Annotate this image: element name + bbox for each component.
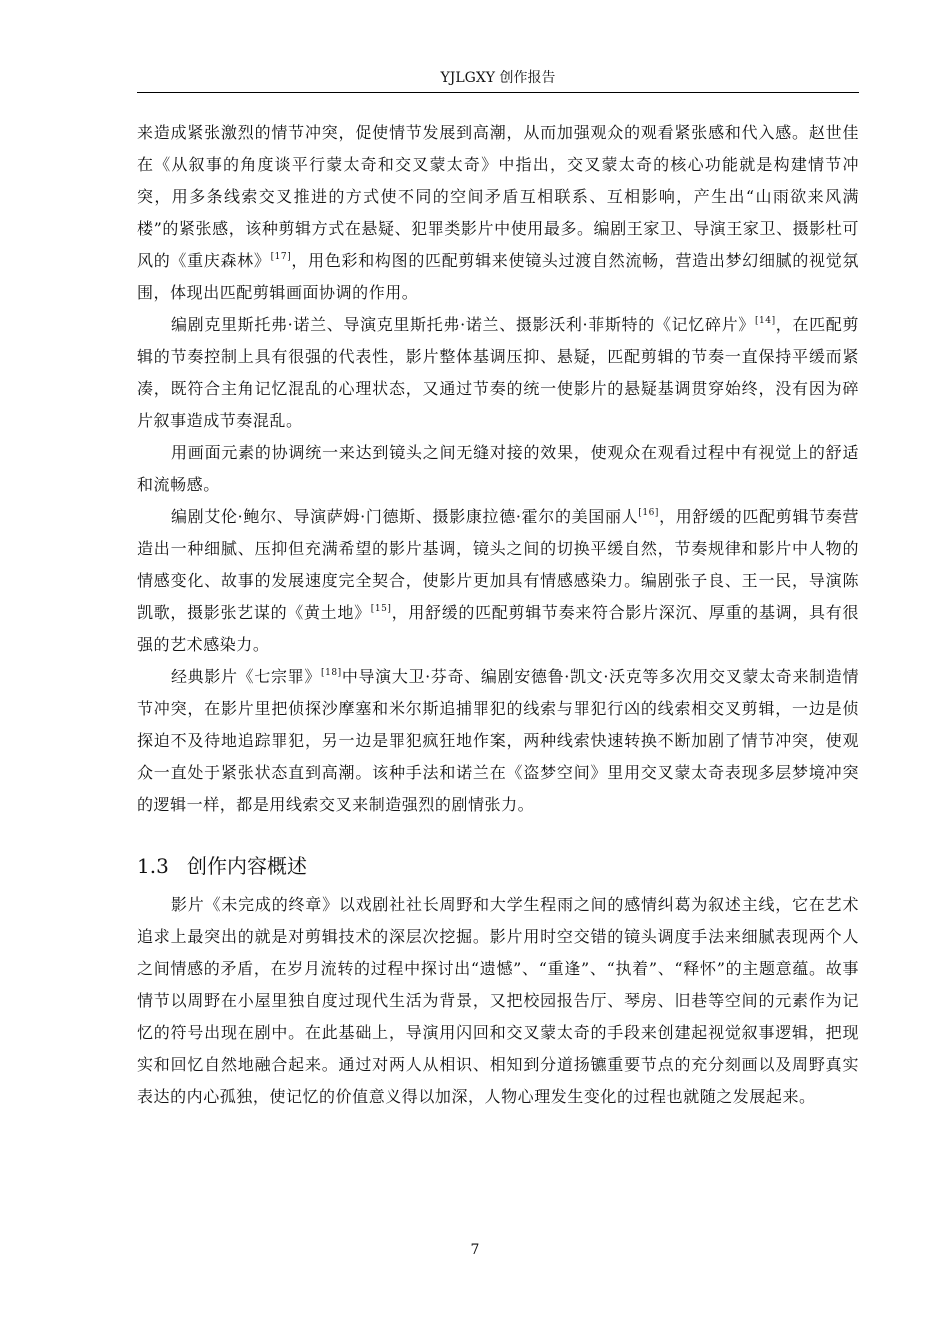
citation-marker: [16] (638, 508, 659, 518)
page-header (137, 68, 859, 93)
body-paragraph (137, 661, 859, 821)
paragraph-text: ，用舒缓的匹配剪辑节奏营造出一种细腻、压抑但充满希望的影片基调，镜头之间的切换平缓自然，节奏规律和影片中人物的情感变化、故事的发展速度完全契合，使影片更加具有情感感染力。编剧张子良、王一民，导演陈凯歌，摄影张艺谋的《黄土地》 (137, 507, 859, 622)
section-heading (137, 850, 859, 882)
page-number: 7 (470, 1242, 480, 1258)
citation-marker: [15] (370, 604, 392, 614)
paragraph-group (137, 117, 859, 821)
body-paragraph (137, 501, 859, 661)
paragraph-text: 经典影片《七宗罪》 (171, 667, 322, 686)
citation-marker: [17] (270, 252, 292, 262)
paragraph-text: 用画面元素的协调统一来达到镜头之间无缝对接的效果，使观众在观看过程中有视觉上的舒适和流畅感。 (137, 443, 859, 494)
paragraph-text: 编剧克里斯托弗·诺兰、导演克里斯托弗·诺兰、摄影沃利·菲斯特的《记忆碎片》 (171, 315, 755, 334)
paragraph-text: ，用色彩和构图的匹配剪辑来使镜头过渡自然流畅，营造出梦幻细腻的视觉氛围，体现出匹配剪辑画面协调的作用。 (137, 251, 860, 302)
citation-marker: [18] (321, 668, 342, 678)
body-paragraph (137, 437, 859, 501)
body-paragraph (137, 117, 859, 309)
paragraph-text: 编剧艾伦·鲍尔、导演萨姆·门德斯、摄影康拉德·霍尔的美国丽人 (171, 507, 639, 526)
paragraph-text: ，在匹配剪辑的节奏控制上具有很强的代表性，影片整体基调压抑、悬疑，匹配剪辑的节奏一直保持平缓而紧凑，既符合主角记忆混乱的心理状态，又通过节奏的统一使影片的悬疑基调贯穿始终，没有因为碎片叙事造成节奏混乱。 (137, 315, 859, 430)
header-title: YJLGXY 创作报告 (440, 70, 556, 86)
paragraph-text: 来造成紧张激烈的情节冲突，促使情节发展到高潮，从而加强观众的观看紧张感和代入感。赵世佳在《从叙事的角度谈平行蒙太奇和交叉蒙太奇》中指出，交叉蒙太奇的核心功能就是构建情节冲突，用多条线索交叉推进的方式使不同的空间矛盾互相联系、互相影响，产生出“山雨欲来风满楼”的紧张感，该种剪辑方式在悬疑、犯罪类影片中使用最多。编剧王家卫、导演王家卫、摄影杜可风的《重庆森林》 (137, 123, 859, 270)
document-body (137, 117, 859, 1113)
body-paragraph (137, 309, 859, 437)
citation-marker: [14] (754, 316, 776, 326)
section-number: 1.3 (137, 854, 169, 878)
paragraph-text: ，用舒缓的匹配剪辑节奏来符合影片深沉、厚重的基调，具有很强的艺术感染力。 (137, 603, 860, 654)
section-paragraph-group (137, 889, 859, 1113)
paragraph-text: 影片《未完成的终章》以戏剧社社长周野和大学生程雨之间的感情纠葛为叙述主线，它在艺术追求上最突出的就是对剪辑技术的深层次挖掘。影片用时空交错的镜头调度手法来细腻表现两个人之间情感的矛盾，在岁月流转的过程中探讨出“遗憾”、“重逢”、“执着”、“释怀”的主题意蕴。故事情节以周野在小屋里独自度过现代生活为背景，又把校园报告厅、琴房、旧巷等空间的元素作为记忆的符号出现在剧中。在此基础上，导演用闪回和交叉蒙太奇的手段来创建起视觉叙事逻辑，把现实和回忆自然地融合起来。通过对两人从相识、相知到分道扬镳重要节点的充分刻画以及周野真实表达的内心孤独，使记忆的价值意义得以加深，人物心理发生变化的过程也就随之发展起来。 (137, 895, 859, 1106)
section-title: 创作内容概述 (187, 854, 307, 878)
paragraph-text: 中导演大卫·芬奇、编剧安德鲁·凯文·沃克等多次用交叉蒙太奇来制造情节冲突，在影片里把侦探沙摩塞和米尔斯追捕罪犯的线索与罪犯行凶的线索相交叉剪辑，一边是侦探迫不及待地追踪罪犯，另一边是罪犯疯狂地作案，两种线索快速转换不断加剧了情节冲突，使观众一直处于紧张状态直到高潮。该种手法和诺兰在《盗梦空间》里用交叉蒙太奇表现多层梦境冲突的逻辑一样，都是用线索交叉来制造强烈的剧情张力。 (137, 667, 859, 814)
body-paragraph (137, 889, 859, 1113)
